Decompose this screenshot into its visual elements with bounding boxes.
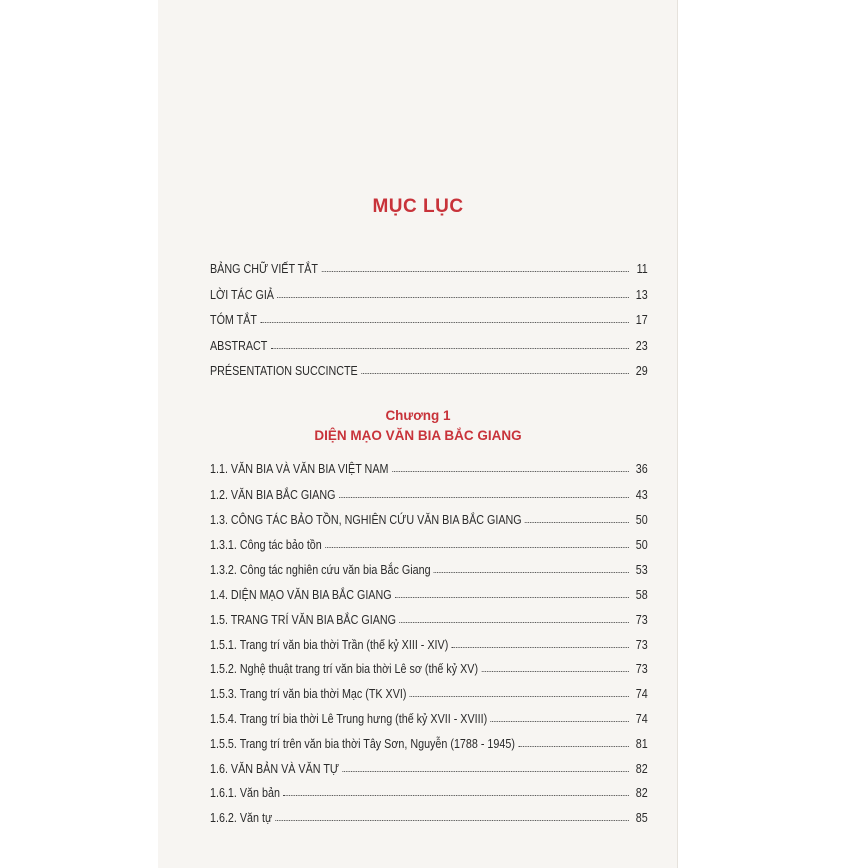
toc-entry-label: 1.5.2. Nghệ thuật trang trí văn bia thời Lê sơ (thế kỷ XV) [210, 662, 479, 676]
toc-entry [210, 509, 648, 527]
toc-entry-label: 1.5.3. Trang trí văn bia thời Mạc (TK XVI) [210, 687, 407, 701]
toc-entry-page: 23 [635, 339, 648, 353]
leader-dots [518, 746, 628, 747]
toc-entry-page: 81 [635, 737, 648, 751]
toc-entry [210, 683, 648, 701]
chapter-number: Chương 1 [385, 408, 451, 423]
page-title: MỤC LỤC [372, 196, 464, 217]
leader-dots [410, 696, 629, 697]
toc-entry [210, 360, 648, 378]
toc-entry-label: 1.1. VĂN BIA VÀ VĂN BIA VIỆT NAM [210, 462, 389, 476]
leader-dots [325, 547, 629, 548]
toc-entry-page: 82 [635, 786, 648, 800]
toc-entry [210, 782, 648, 800]
book-page [158, 0, 678, 868]
toc-entry-label: ABSTRACT [210, 339, 268, 353]
toc-entry-label: 1.5.5. Trang trí trên văn bia thời Tây Sơn, Nguyễn (1788 - 1945) [210, 737, 515, 751]
toc-entry [210, 309, 648, 327]
leader-dots [361, 373, 629, 374]
toc-entry-page: 58 [635, 588, 648, 602]
toc-entry-page: 13 [635, 288, 648, 302]
toc-entry-page: 29 [635, 364, 648, 378]
toc-entry [210, 758, 648, 776]
toc-entry-label: LỜI TÁC GIẢ [210, 288, 274, 302]
toc-entry [210, 458, 648, 476]
leader-dots [482, 671, 629, 672]
toc-entry-page: 36 [635, 462, 648, 476]
toc-entry-label: 1.5.4. Trang trí bia thời Lê Trung hưng (thế kỷ XVII - XVIII) [210, 712, 488, 726]
toc-entry [210, 258, 648, 276]
toc-entry-label: 1.5. TRANG TRÍ VĂN BIA BẮC GIANG [210, 613, 397, 627]
leader-dots [452, 647, 629, 648]
toc-entry-page: 85 [635, 811, 648, 825]
toc-entry-page: 11 [636, 262, 648, 276]
toc-entry-label: 1.5.1. Trang trí văn bia thời Trần (thế kỷ XIII - XIV) [210, 638, 449, 652]
toc-entry-page: 53 [635, 563, 648, 577]
toc-entry [210, 484, 648, 502]
toc-entry-label: PRÉSENTATION SUCCINCTE [210, 364, 358, 378]
toc-entry-label: 1.4. DIỆN MẠO VĂN BIA BẮC GIANG [210, 588, 392, 602]
leader-dots [283, 795, 628, 796]
toc-entry-page: 17 [635, 313, 648, 327]
toc-entry-page: 73 [635, 638, 648, 652]
toc-entry [210, 609, 648, 627]
toc-entry [210, 807, 648, 825]
leader-dots [321, 271, 628, 272]
leader-dots [271, 348, 629, 349]
toc-entry-label: 1.3.2. Công tác nghiên cứu văn bia Bắc Giang [210, 563, 431, 577]
toc-entry [210, 584, 648, 602]
toc-entry-label: 1.2. VĂN BIA BẮC GIANG [210, 488, 336, 502]
toc-entry-label: 1.6.1. Văn bản [210, 786, 280, 800]
toc-entry-page: 43 [635, 488, 648, 502]
toc-entry-page: 82 [635, 762, 648, 776]
leader-dots [392, 471, 629, 472]
toc-entry-page: 50 [635, 538, 648, 552]
toc-entry-label: BẢNG CHỮ VIẾT TẮT [210, 262, 318, 276]
toc-entry-label: 1.3. CÔNG TÁC BẢO TỒN, NGHIÊN CỨU VĂN BIA BẮC GIANG [210, 513, 522, 527]
leader-dots [339, 497, 629, 498]
toc-entry-page: 74 [635, 687, 648, 701]
leader-dots [395, 597, 629, 598]
toc-entry-label: 1.3.1. Công tác bảo tồn [210, 538, 322, 552]
toc-entry [210, 634, 648, 652]
toc-entry-label: TÓM TẮT [210, 313, 257, 327]
chapter-title: DIỆN MẠO VĂN BIA BẮC GIANG [314, 428, 522, 443]
leader-dots [343, 771, 629, 772]
toc-entry [210, 708, 648, 726]
toc-entry-page: 73 [635, 613, 648, 627]
toc-entry [210, 733, 648, 751]
leader-dots [434, 572, 629, 573]
leader-dots [525, 522, 629, 523]
toc-entry-page: 74 [635, 712, 648, 726]
leader-dots [277, 297, 628, 298]
leader-dots [260, 322, 628, 323]
leader-dots [276, 820, 629, 821]
leader-dots [399, 622, 628, 623]
toc-entry [210, 559, 648, 577]
toc-entry-page: 50 [635, 513, 648, 527]
toc-entry [210, 534, 648, 552]
toc-entry-label: 1.6.2. Văn tự [210, 811, 273, 825]
leader-dots [491, 721, 629, 722]
toc-entry-label: 1.6. VĂN BẢN VÀ VĂN TỰ [210, 762, 340, 776]
toc-entry [210, 658, 648, 676]
toc-entry [210, 335, 648, 353]
toc-entry [210, 284, 648, 302]
toc-entry-page: 73 [635, 662, 648, 676]
